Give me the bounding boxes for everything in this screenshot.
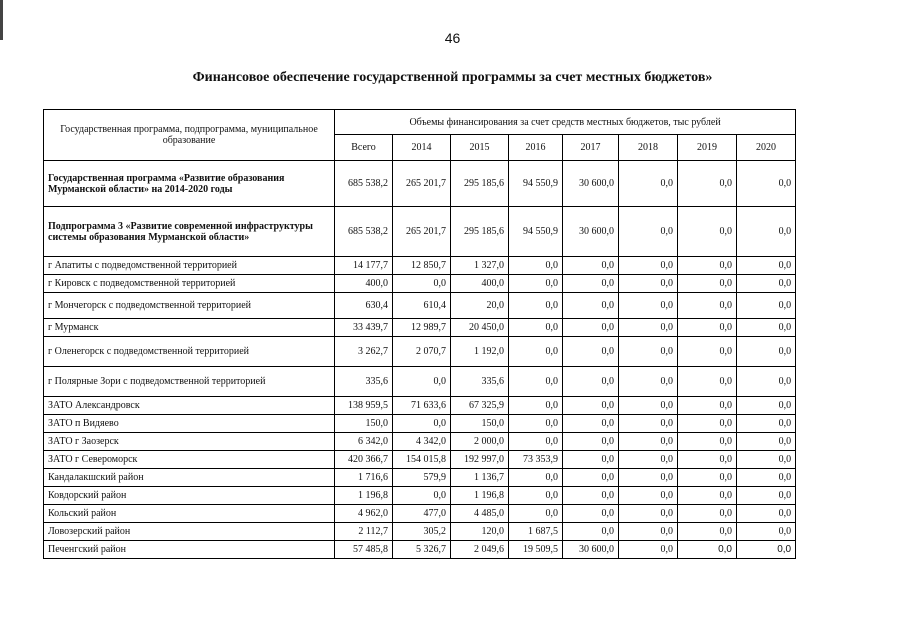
row-label: Ловозерский район: [44, 523, 335, 541]
value-cell: 0,0: [563, 337, 619, 367]
table-row: [44, 257, 796, 275]
value-cell: 0,0: [563, 451, 619, 469]
value-cell: 30 600,0: [563, 161, 619, 207]
column-header: 2014: [393, 135, 451, 161]
row-label: г Мончегорск с подведомственной территорией: [44, 293, 335, 319]
value-cell: 20 450,0: [451, 319, 509, 337]
table-row: [44, 505, 796, 523]
value-cell: 0,0: [393, 367, 451, 397]
value-cell: 0,0: [619, 161, 678, 207]
value-cell: 0,0: [619, 487, 678, 505]
value-cell: 14 177,7: [335, 257, 393, 275]
value-cell: 0,0: [563, 319, 619, 337]
value-cell: 0,0: [509, 505, 563, 523]
value-cell: 0,0: [678, 161, 737, 207]
value-cell: 1 196,8: [451, 487, 509, 505]
row-label: г Мурманск: [44, 319, 335, 337]
value-cell: 0,0: [678, 541, 737, 559]
value-cell: 138 959,5: [335, 397, 393, 415]
row-label: г Апатиты с подведомственной территорией: [44, 257, 335, 275]
row-label: ЗАТО п Видяево: [44, 415, 335, 433]
value-cell: 0,0: [509, 487, 563, 505]
table-row: [44, 397, 796, 415]
value-cell: 0,0: [737, 207, 796, 257]
page-number: 46: [444, 30, 461, 46]
value-cell: 0,0: [509, 397, 563, 415]
value-cell: 2 112,7: [335, 523, 393, 541]
value-cell: 0,0: [678, 487, 737, 505]
value-cell: 400,0: [335, 275, 393, 293]
value-cell: 0,0: [619, 433, 678, 451]
value-cell: 0,0: [737, 367, 796, 397]
document-title: Финансовое обеспечение государственной программы за счет местных бюджетов»: [192, 70, 713, 85]
value-cell: 0,0: [737, 415, 796, 433]
table-row: [44, 293, 796, 319]
value-cell: 0,0: [737, 275, 796, 293]
value-cell: 0,0: [563, 523, 619, 541]
value-cell: 685 538,2: [335, 161, 393, 207]
table-row: [44, 275, 796, 293]
value-cell: 2 000,0: [451, 433, 509, 451]
value-cell: 0,0: [563, 505, 619, 523]
value-cell: 0,0: [393, 487, 451, 505]
value-cell: 0,0: [678, 469, 737, 487]
value-cell: 0,0: [678, 451, 737, 469]
value-cell: 0,0: [737, 293, 796, 319]
column-header: 2015: [451, 135, 509, 161]
value-cell: 0,0: [737, 541, 796, 559]
row-label: Государственная программа «Развитие образования Мурманской области» на 2014-2020 годы: [44, 161, 335, 207]
value-cell: 5 326,7: [393, 541, 451, 559]
value-cell: 20,0: [451, 293, 509, 319]
value-cell: 0,0: [563, 469, 619, 487]
value-cell: 71 633,6: [393, 397, 451, 415]
value-cell: 295 185,6: [451, 207, 509, 257]
value-cell: 0,0: [509, 367, 563, 397]
value-cell: 154 015,8: [393, 451, 451, 469]
value-cell: 0,0: [619, 541, 678, 559]
row-label: ЗАТО г Заозерск: [44, 433, 335, 451]
table-row: [44, 469, 796, 487]
value-cell: 0,0: [678, 275, 737, 293]
column-header: 2020: [737, 135, 796, 161]
value-cell: 610,4: [393, 293, 451, 319]
value-cell: 0,0: [393, 415, 451, 433]
value-cell: 4 342,0: [393, 433, 451, 451]
table-row: [44, 541, 796, 559]
value-cell: 0,0: [509, 433, 563, 451]
value-cell: 0,0: [678, 367, 737, 397]
value-cell: 0,0: [619, 451, 678, 469]
value-cell: 685 538,2: [335, 207, 393, 257]
value-cell: 0,0: [509, 275, 563, 293]
value-cell: 30 600,0: [563, 541, 619, 559]
value-cell: 33 439,7: [335, 319, 393, 337]
value-cell: 0,0: [737, 451, 796, 469]
value-cell: 0,0: [619, 337, 678, 367]
value-cell: 335,6: [335, 367, 393, 397]
value-cell: 0,0: [737, 161, 796, 207]
value-cell: 150,0: [335, 415, 393, 433]
value-cell: 67 325,9: [451, 397, 509, 415]
value-cell: 12 850,7: [393, 257, 451, 275]
value-cell: 0,0: [563, 275, 619, 293]
value-cell: 400,0: [451, 275, 509, 293]
value-cell: 0,0: [563, 433, 619, 451]
value-cell: 0,0: [509, 319, 563, 337]
table-row: [44, 415, 796, 433]
value-cell: 0,0: [678, 433, 737, 451]
value-cell: 94 550,9: [509, 207, 563, 257]
value-cell: 6 342,0: [335, 433, 393, 451]
row-header: Государственная программа, подпрограмма, муниципальное образование: [44, 110, 335, 161]
value-cell: 0,0: [563, 487, 619, 505]
table-row: [44, 523, 796, 541]
table-row: [44, 451, 796, 469]
value-cell: 0,0: [619, 207, 678, 257]
value-cell: 0,0: [678, 319, 737, 337]
value-cell: 0,0: [619, 293, 678, 319]
value-cell: 30 600,0: [563, 207, 619, 257]
value-cell: 0,0: [619, 505, 678, 523]
table-row: [44, 207, 796, 257]
value-cell: 265 201,7: [393, 207, 451, 257]
value-cell: 0,0: [619, 257, 678, 275]
value-cell: 3 262,7: [335, 337, 393, 367]
row-label: Ковдорский район: [44, 487, 335, 505]
value-cell: 0,0: [737, 523, 796, 541]
value-cell: 1 136,7: [451, 469, 509, 487]
value-cell: 0,0: [509, 293, 563, 319]
table-body: [44, 161, 796, 559]
value-cell: 295 185,6: [451, 161, 509, 207]
value-cell: 0,0: [619, 367, 678, 397]
value-cell: 0,0: [737, 433, 796, 451]
value-cell: 94 550,9: [509, 161, 563, 207]
row-label: Печенгский район: [44, 541, 335, 559]
value-cell: 0,0: [509, 257, 563, 275]
value-cell: 579,9: [393, 469, 451, 487]
value-cell: 0,0: [509, 415, 563, 433]
value-cell: 0,0: [619, 397, 678, 415]
table-row: [44, 161, 796, 207]
value-cell: 0,0: [678, 207, 737, 257]
table-row: [44, 319, 796, 337]
value-cell: 0,0: [563, 293, 619, 319]
column-header: 2016: [509, 135, 563, 161]
value-cell: 0,0: [619, 275, 678, 293]
value-cell: 2 070,7: [393, 337, 451, 367]
row-label: г Кировск с подведомственной территорией: [44, 275, 335, 293]
row-label: г Оленегорск с подведомственной территорией: [44, 337, 335, 367]
value-cell: 0,0: [678, 415, 737, 433]
value-cell: 0,0: [678, 257, 737, 275]
row-label: Кандалакшский район: [44, 469, 335, 487]
value-cell: 335,6: [451, 367, 509, 397]
table-row: [44, 433, 796, 451]
financing-table: [43, 109, 796, 559]
value-cell: 120,0: [451, 523, 509, 541]
value-cell: 265 201,7: [393, 161, 451, 207]
row-label: г Полярные Зори с подведомственной территорией: [44, 367, 335, 397]
value-cell: 150,0: [451, 415, 509, 433]
value-cell: 0,0: [563, 367, 619, 397]
value-cell: 0,0: [563, 415, 619, 433]
table-row: [44, 337, 796, 367]
value-cell: 0,0: [509, 469, 563, 487]
row-label: Подпрограмма 3 «Развитие современной инфраструктуры системы образования Мурманской области»: [44, 207, 335, 257]
value-cell: 0,0: [737, 257, 796, 275]
table-row: [44, 367, 796, 397]
value-cell: 0,0: [619, 523, 678, 541]
value-cell: 0,0: [563, 397, 619, 415]
value-cell: 2 049,6: [451, 541, 509, 559]
row-label: ЗАТО Александровск: [44, 397, 335, 415]
value-cell: 0,0: [563, 257, 619, 275]
value-cell: 4 962,0: [335, 505, 393, 523]
value-cell: 420 366,7: [335, 451, 393, 469]
value-cell: 0,0: [737, 469, 796, 487]
value-cell: 0,0: [678, 523, 737, 541]
group-header: Объемы финансирования за счет средств местных бюджетов, тыс рублей: [335, 110, 796, 135]
value-cell: 305,2: [393, 523, 451, 541]
value-cell: 0,0: [619, 469, 678, 487]
value-cell: 73 353,9: [509, 451, 563, 469]
value-cell: 0,0: [737, 505, 796, 523]
value-cell: 0,0: [737, 337, 796, 367]
value-cell: 12 989,7: [393, 319, 451, 337]
column-header: 2019: [678, 135, 737, 161]
value-cell: 477,0: [393, 505, 451, 523]
value-cell: 0,0: [619, 319, 678, 337]
value-cell: 57 485,8: [335, 541, 393, 559]
value-cell: 1 687,5: [509, 523, 563, 541]
row-label: Кольский район: [44, 505, 335, 523]
column-header: 2018: [619, 135, 678, 161]
value-cell: 19 509,5: [509, 541, 563, 559]
value-cell: 0,0: [678, 293, 737, 319]
value-cell: 0,0: [678, 505, 737, 523]
value-cell: 630,4: [335, 293, 393, 319]
column-header: 2017: [563, 135, 619, 161]
table-row: [44, 487, 796, 505]
value-cell: 0,0: [509, 337, 563, 367]
value-cell: 1 327,0: [451, 257, 509, 275]
value-cell: 1 196,8: [335, 487, 393, 505]
value-cell: 192 997,0: [451, 451, 509, 469]
value-cell: 0,0: [393, 275, 451, 293]
value-cell: 0,0: [737, 319, 796, 337]
value-cell: 0,0: [678, 337, 737, 367]
value-cell: 4 485,0: [451, 505, 509, 523]
value-cell: 0,0: [619, 415, 678, 433]
column-header: Всего: [335, 135, 393, 161]
value-cell: 0,0: [678, 397, 737, 415]
value-cell: 0,0: [737, 487, 796, 505]
value-cell: 0,0: [737, 397, 796, 415]
value-cell: 1 192,0: [451, 337, 509, 367]
row-label: ЗАТО г Североморск: [44, 451, 335, 469]
value-cell: 1 716,6: [335, 469, 393, 487]
